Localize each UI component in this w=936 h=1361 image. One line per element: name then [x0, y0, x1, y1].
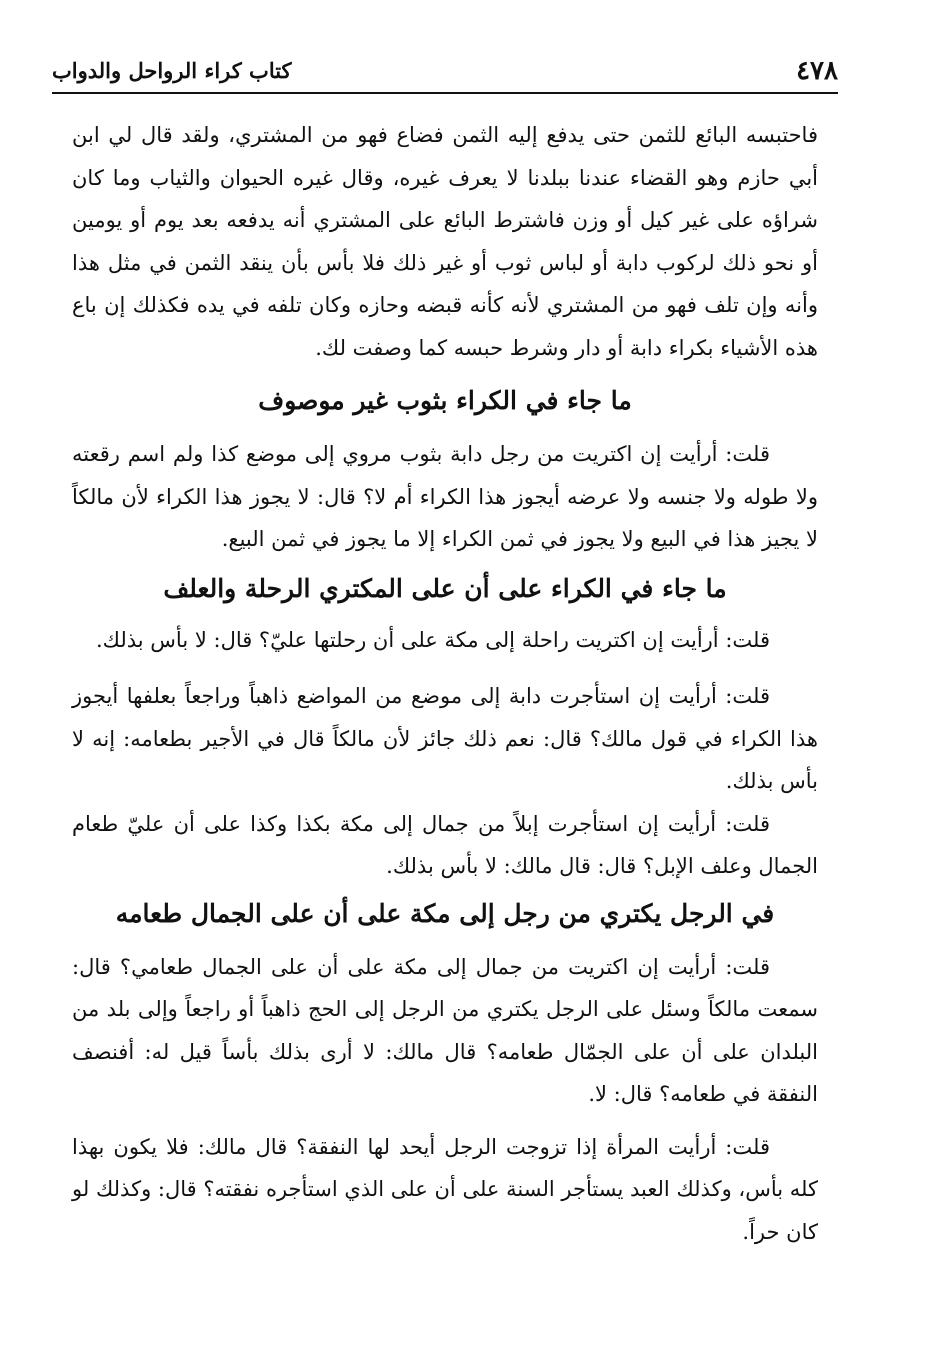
section-heading-2: ما جاء في الكراء على أن على المكتري الرحلة والعلف: [163, 573, 727, 603]
paragraph-5: قلت: أرأيت إن استأجرت إبلاً من جمال إلى مكة بكذا وكذا على أن عليّ طعام الجمال وعلف الإبل؟ قال: قال مالك: لا بأس بذلك.: [72, 811, 818, 878]
paragraph-6: قلت: أرأيت إن اكتريت من جمال إلى مكة على أن على الجمال طعامي؟ قال: سمعت مالكاً وسئل على الرجل يكتري من الرجل إلى الحج ذاهباً أو راجعاً وإلى بلد من البلدان على أن على الجمّال طعامه؟ قال مالك: لا أرى بذلك بأساً قيل له: أفنصف النفقة في طعامه؟ قال: لا.: [72, 954, 818, 1106]
page-header: [52, 52, 838, 94]
section-heading-1: ما جاء في الكراء بثوب غير موصوف: [258, 386, 632, 415]
paragraph-1: فاحتبسه البائع للثمن حتى يدفع إليه الثمن فضاع فهو من المشتري، ولقد قال لي ابن أبي حازم وهو القضاء عندنا ببلدنا لا يعرف غيره، وقال غيره الحيوان والثياب وما كان شراؤه على غير كيل أو وزن فاشترط البائع على المشتري أنه يدفعه بعد يوم أو يومين أو نحو ذلك لركوب دابة أو لباس ثوب أو غير ذلك فلا بأس بأن ينقد الثمن في مثل هذا وأنه وإن تلف فهو من المشتري لأنه كأنه قبضه وحازه وكان تلفه في يده فكذلك إن باع هذه الأشياء بكراء دابة أو دار وشرط حبسه كما وصفت لك.: [72, 123, 818, 360]
running-title: كتاب كراء الرواحل والدواب: [52, 58, 292, 83]
paragraph-3: قلت: أرأيت إن اكتريت راحلة إلى مكة على أن رحلتها عليّ؟ قال: لا بأس بذلك.: [95, 627, 770, 652]
paragraph-7: قلت: أرأيت المرأة إذا تزوجت الرجل أيحد لها النفقة؟ قال مالك: فلا يكون بهذا كله بأس، وكذلك العبد يستأجر السنة على أن على الذي استأجره نفقته؟ قال: وكذلك لو كان حراً.: [72, 1134, 818, 1244]
page-number: ٤٧٨: [796, 56, 838, 86]
paragraph-4: قلت: أرأيت إن استأجرت دابة إلى موضع من المواضع ذاهباً وراجعاً بعلفها أيجوز هذا الكراء في قول مالك؟ قال: نعم ذلك جائز لأن مالكاً قال في الأجير بطعامه: إنه لا بأس بذلك.: [72, 684, 818, 793]
section-heading-3: في الرجل يكتري من رجل إلى مكة على أن على الجمال طعامه: [115, 898, 775, 928]
paragraph-2: قلت: أرأيت إن اكتريت من رجل دابة بثوب مروي إلى موضع كذا ولم اسم رقعته ولا طوله ولا جنسه ولا عرضه أيجوز هذا الكراء أم لا؟ قال: لا يجوز هذا الكراء لأن مالكاً لا يجيز هذا في البيع ولا يجوز في ثمن الكراء إلا ما يجوز في ثمن البيع.: [72, 442, 818, 551]
page-body: [72, 114, 818, 1253]
